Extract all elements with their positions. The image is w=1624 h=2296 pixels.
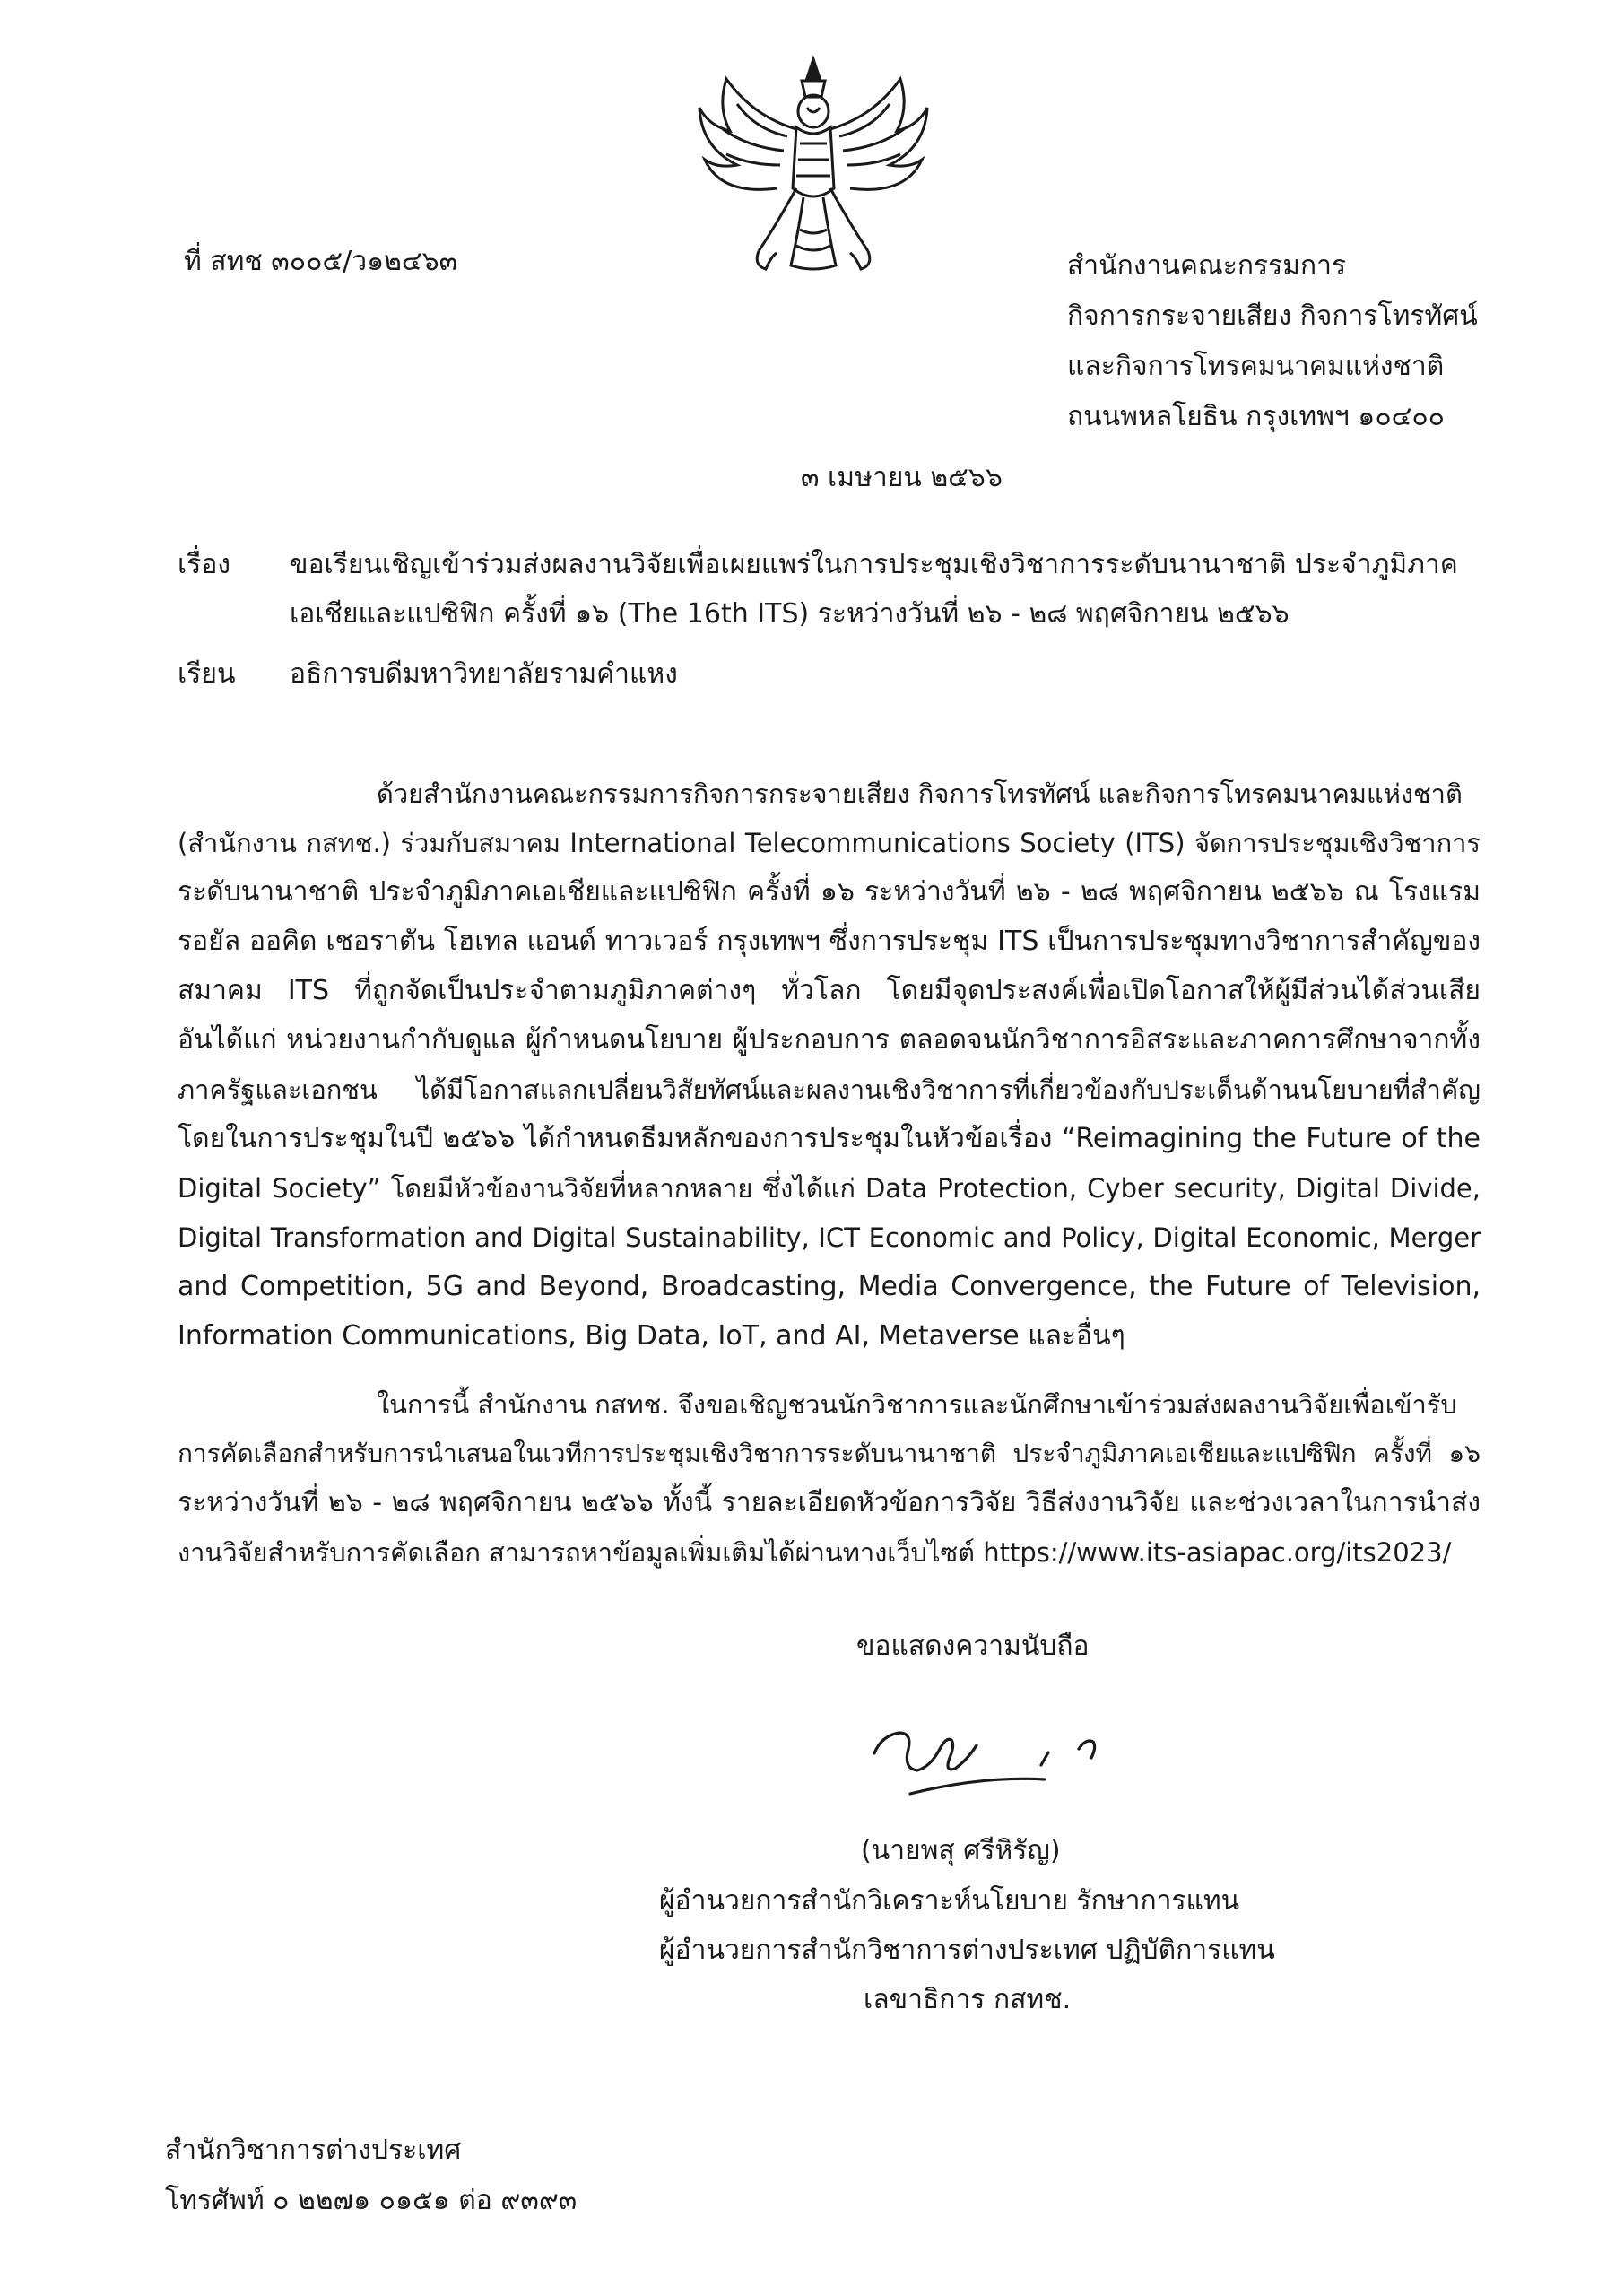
paragraph-1-line: สมาคม ITS ที่ถูกจัดเป็นประจำตามภูมิภาคต่างๆ ทั่วโลก โดยมีจุดประสงค์เพื่อเปิดโอกาสให้ผู้มีส่วนได้ส่วนเสีย	[178, 975, 1481, 1006]
signer-title-3: เลขาธิการ กสทช.	[864, 1984, 1072, 2015]
subject-line-1: ขอเรียนเชิญเข้าร่วมส่งผลงานวิจัยเพื่อเผยแพร่ในการประชุมเชิงวิชาการระดับนานาชาติ ประจำภูมิภาค	[290, 549, 1458, 580]
paragraph-1-line: Information Communications, Big Data, IoT, and AI, Metaverse และอื่นๆ	[178, 1320, 1125, 1352]
paragraph-2-line: การคัดเลือกสำหรับการนำเสนอในเวทีการประชุมเชิงวิชาการระดับนานาชาติ ประจำภูมิภาคเอเชียและแปซิฟิก ครั้งที่ ๑๖	[178, 1439, 1481, 1468]
paragraph-2-line: ในการนี้ สำนักงาน กสทช. จึงขอเชิญชวนนักวิชาการและนักศึกษาเข้าร่วมส่งผลงานวิจัยเพื่อเข้ารับ	[377, 1389, 1457, 1420]
reference-number: ที่ สทช ๓๐๐๕/ว๑๒๔๖๓	[184, 246, 458, 277]
signer-title-1: ผู้อำนวยการสำนักวิเคราะห์นโยบาย รักษาการแทน	[659, 1885, 1240, 1917]
garuda-emblem-icon	[690, 54, 937, 274]
paragraph-1-line: ด้วยสำนักงานคณะกรรมการกิจการกระจายเสียง กิจการโทรทัศน์ และกิจการโทรคมนาคมแห่งชาติ	[377, 778, 1463, 809]
closing-salutation: ขอแสดงความนับถือ	[856, 1631, 1090, 1662]
paragraph-1-line: and Competition, 5G and Beyond, Broadcasting, Media Convergence, the Future of Television,	[178, 1271, 1481, 1302]
paragraph-1-line: (สำนักงาน กสทช.) ร่วมกับสมาคม International Telecommunications Society (ITS) จัดการประชุมเชิงวิชาการ	[178, 828, 1481, 858]
handwritten-signature	[856, 1686, 1143, 1816]
paragraph-1-line: อันได้แก่ หน่วยงานกำกับดูแล ผู้กำหนดนโยบาย ผู้ประกอบการ ตลอดจนนักวิชาการอิสระและภาคการศึกษาจากทั้ง	[178, 1024, 1481, 1056]
sender-office-line-3: และกิจการโทรคมนาคมแห่งชาติ	[1067, 351, 1445, 382]
paragraph-1-line: รอยัล ออคิด เชอราตัน โฮเทล แอนด์ ทาวเวอร์ กรุงเทพฯ ซึ่งการประชุม ITS เป็นการประชุมทางวิชาการสำคัญของ	[178, 926, 1481, 957]
paragraph-1-line: ภาครัฐและเอกชน ได้มีโอกาสแลกเปลี่ยนวิสัยทัศน์และผลงานเชิงวิชาการที่เกี่ยวข้องกับประเด็นด้านนโยบายที่สำคัญ	[178, 1074, 1481, 1105]
footer-office: สำนักวิชาการต่างประเทศ	[165, 2135, 462, 2166]
paragraph-2-line: ระหว่างวันที่ ๒๖ - ๒๘ พฤศจิกายน ๒๕๖๖ ทั้งนี้ รายละเอียดหัวข้อการวิจัย วิธีส่งงานวิจัย และช่วงเวลาในการนำส่ง	[178, 1487, 1481, 1518]
sender-office-line-2: กิจการกระจายเสียง กิจการโทรทัศน์	[1067, 300, 1478, 332]
sender-office-line-1: สำนักงานคณะกรรมการ	[1067, 250, 1347, 282]
recipient-label: เรียน	[178, 658, 236, 690]
sender-address-line: ถนนพหลโยธิน กรุงเทพฯ ๑๐๔๐๐	[1067, 401, 1445, 432]
paragraph-2-line: งานวิจัยสำหรับการคัดเลือก สามารถหาข้อมูลเพิ่มเติมได้ผ่านทางเว็บไซต์ https://www.its-asiapac.org/its2023/	[178, 1537, 1452, 1568]
paragraph-1-line: Digital Society” โดยมีหัวข้องานวิจัยที่หลากหลาย ซึ่งได้แก่ Data Protection, Cyber security, Digital Divide,	[178, 1173, 1481, 1204]
signer-title-2: ผู้อำนวยการสำนักวิชาการต่างประเทศ ปฏิบัติการแทน	[659, 1935, 1275, 1966]
paragraph-1-line: โดยในการประชุมในปี ๒๕๖๖ ได้กำหนดธีมหลักของการประชุมในหัวข้อเรื่อง “Reimagining the Future of the	[178, 1123, 1481, 1154]
signer-name: (นายพสุ ศรีหิรัญ)	[861, 1835, 1061, 1866]
recipient-value: อธิการบดีมหาวิทยาลัยรามคำแหง	[290, 658, 678, 690]
subject-label: เรื่อง	[178, 549, 231, 580]
subject-line-2: เอเชียและแปซิฟิก ครั้งที่ ๑๖ (The 16th ITS) ระหว่างวันที่ ๒๖ - ๒๘ พฤศจิกายน ๒๕๖๖	[290, 598, 1290, 630]
paragraph-1-line: Digital Transformation and Digital Sustainability, ICT Economic and Policy, Digital Economic, Merger	[178, 1222, 1481, 1253]
letter-date: ๓ เมษายน ๒๕๖๖	[801, 462, 1003, 493]
paragraph-1-line: ระดับนานาชาติ ประจำภูมิภาคเอเชียและแปซิฟิก ครั้งที่ ๑๖ ระหว่างวันที่ ๒๖ - ๒๘ พฤศจิกายน ๒๕๖๖ ณ โรงแรม	[178, 876, 1481, 908]
footer-phone: โทรศัพท์ ๐ ๒๒๗๑ ๐๑๕๑ ต่อ ๙๓๙๓	[165, 2185, 578, 2216]
